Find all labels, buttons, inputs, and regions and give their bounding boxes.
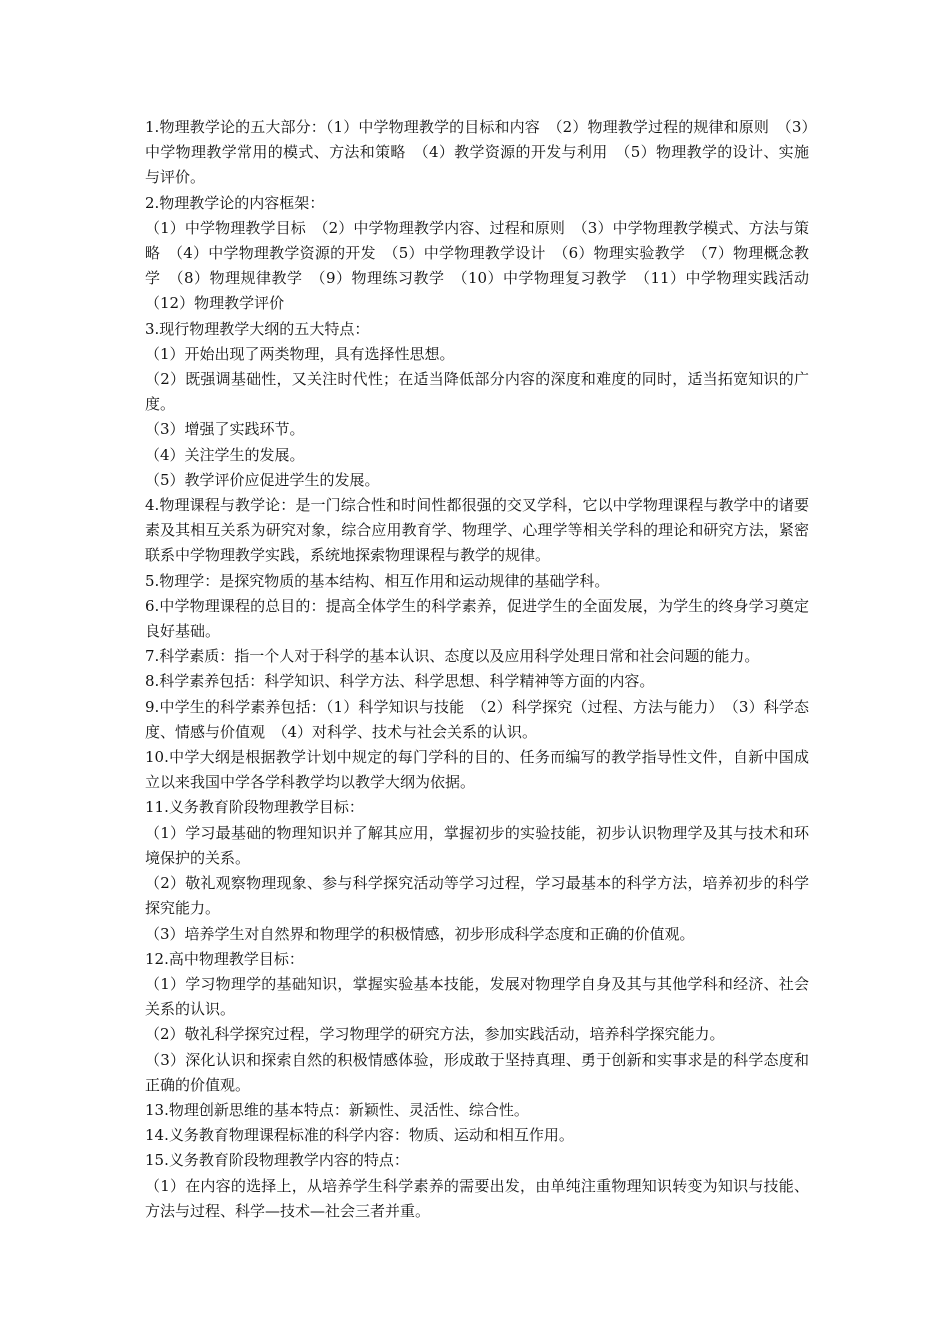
paragraph-12-heading: 12.高中物理教学目标：	[145, 949, 304, 968]
paragraph-5: 5.物理学：是探究物质的基本结构、相互作用和运动规律的基础学科。	[145, 571, 610, 590]
paragraph-11-item-2: （2）敬礼观察物理现象、参与科学探究活动等学习过程，学习最基本的科学方法，培养初步的科学探究能力。	[145, 874, 809, 918]
paragraph-13: 13.物理创新思维的基本特点：新颖性、灵活性、综合性。	[145, 1100, 529, 1119]
paragraph-3-item-5: （5）教学评价应促进学生的发展。	[145, 470, 380, 489]
paragraph-7: 7.科学素质：指一个人对于科学的基本认识、态度以及应用科学处理日常和社会问题的能力。	[145, 647, 760, 666]
paragraph-11-item-1: （1）学习最基础的物理知识并了解其应用，掌握初步的实验技能，初步认识物理学及其与技术和环境保护的关系。	[145, 823, 809, 867]
paragraph-15-heading: 15.义务教育阶段物理教学内容的特点：	[145, 1151, 409, 1170]
paragraph-12-item-1: （1）学习物理学的基础知识，掌握实验基本技能，发展对物理学自身及其与其他学科和经济、社会关系的认识。	[145, 974, 809, 1019]
paragraph-6: 6.中学物理课程的总目的：提高全体学生的科学素养，促进学生的全面发展，为学生的终身学习奠定良好基础。	[145, 596, 809, 641]
paragraph-15-item-1: （1）在内容的选择上，从培养学生科学素养的需要出发，由单纯注重物理知识转变为知识与技能、方法与过程、科学—技术—社会三者并重。	[145, 1176, 809, 1220]
paragraph-12-item-2: （2）敬礼科学探究过程，学习物理学的研究方法，参加实践活动，培养科学探究能力。	[145, 1025, 725, 1044]
paragraph-8: 8.科学素养包括：科学知识、科学方法、科学思想、科学精神等方面的内容。	[145, 672, 655, 691]
paragraph-4: 4.物理课程与教学论：是一门综合性和时间性都很强的交叉学科，它以中学物理课程与教学中的诸要素及其相互关系为研究对象，综合应用教育学、物理学、心理学等相关学科的理论和研究方法，紧密联系中学物理教学实践，系统地探索物理课程与教学的规律。	[145, 496, 809, 565]
paragraph-2-list: （1）中学物理教学目标 （2）中学物理教学内容、过程和原则 （3）中学物理教学模式、方法与策略 （4）中学物理教学资源的开发 （5）中学物理教学设计 （6）物理实验教学 （7）物理概念教学 （8）物理规律教学 （9）物理练习教学 （10）中学物理复习教学 （11）中学物理实践活动 （12）物理教学评价	[145, 218, 825, 313]
paragraph-10: 10.中学大纲是根据教学计划中规定的每门学科的目的、任务而编写的教学指导性文件，自新中国成立以来我国中学各学科教学均以教学大纲为依据。	[145, 748, 809, 792]
paragraph-1: 1.物理教学论的五大部分：（1）中学物理教学的目标和内容 （2）物理教学过程的规律和原则 （3）中学物理教学常用的模式、方法和策略 （4）教学资源的开发与利用 （5）物理教学的设计、实施与评价。	[145, 118, 809, 187]
paragraph-3-item-2: （2）既强调基础性，又关注时代性；在适当降低部分内容的深度和难度的同时，适当拓宽知识的广度。	[145, 370, 809, 414]
paragraph-12-item-3: （3）深化认识和探索自然的积极情感体验，形成敢于坚持真理、勇于创新和实事求是的科学态度和正确的价值观。	[145, 1050, 809, 1094]
paragraph-11-item-3: （3）培养学生对自然界和物理学的积极情感，初步形成科学态度和正确的价值观。	[145, 924, 695, 943]
paragraph-3-item-3: （3）增强了实践环节。	[145, 420, 305, 439]
document-page	[145, 115, 825, 1224]
paragraph-2-heading: 2.物理教学论的内容框架：	[145, 193, 325, 212]
paragraph-9: 9.中学生的科学素养包括：（1）科学知识与技能 （2）科学探究（过程、方法与能力） （3）科学态度、情感与价值观 （4）对科学、技术与社会关系的认识。	[145, 697, 809, 741]
paragraph-3-item-1: （1）开始出现了两类物理，具有选择性思想。	[145, 344, 455, 363]
paragraph-14: 14.义务教育物理课程标准的科学内容：物质、运动和相互作用。	[145, 1126, 574, 1145]
paragraph-11-heading: 11.义务教育阶段物理教学目标：	[145, 798, 364, 817]
paragraph-3-heading: 3.现行物理教学大纲的五大特点：	[145, 319, 370, 338]
paragraph-3-item-4: （4）关注学生的发展。	[145, 445, 305, 464]
